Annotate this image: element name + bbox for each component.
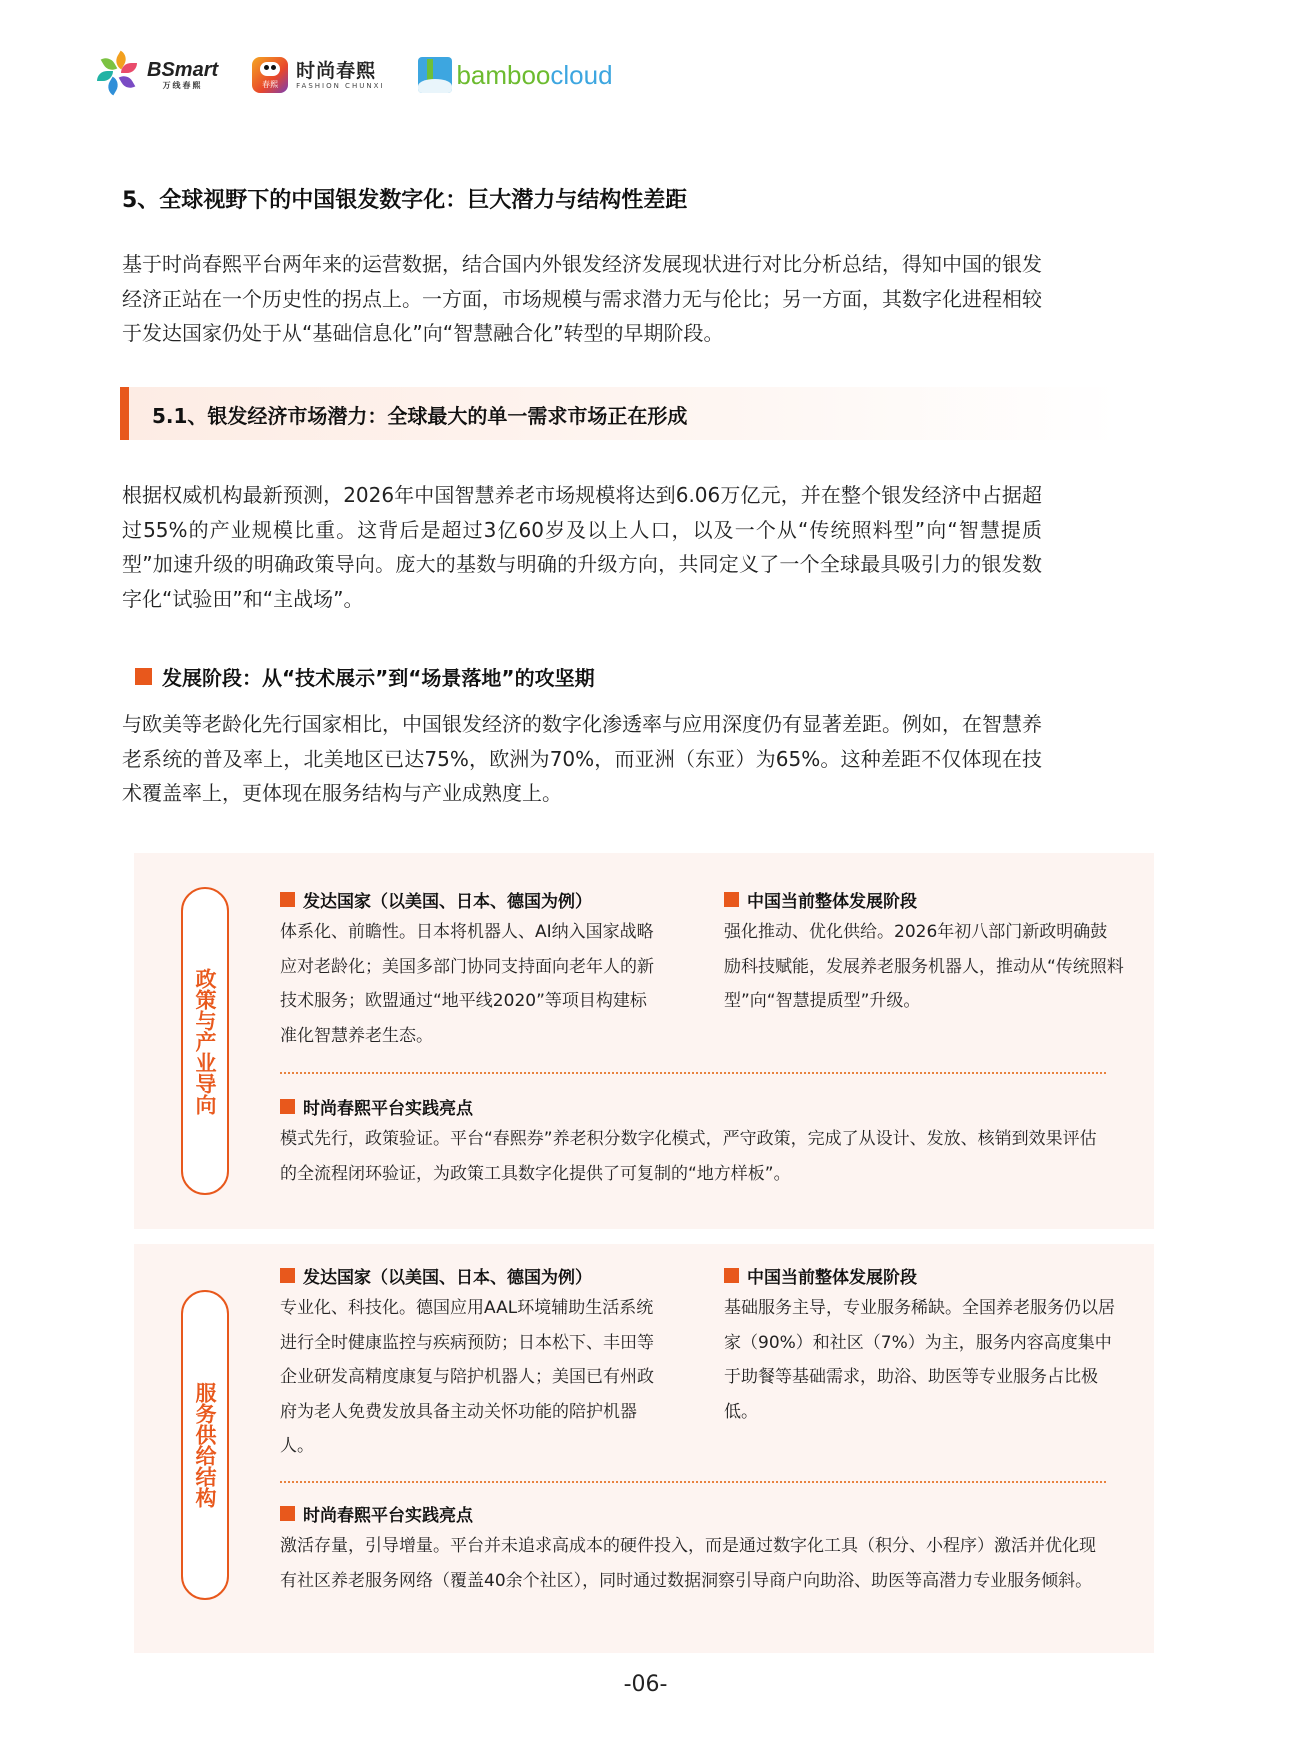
square-bullet-icon	[724, 892, 739, 907]
china-column: 中国当前整体发展阶段 强化推动、优化供给。2026年初八部门新政明确鼓励科技赋能，发展养老服务机器人，推动从“传统照料型”向“智慧提质型”升级。	[724, 887, 1124, 1019]
square-bullet-icon	[724, 1268, 739, 1283]
square-bullet-icon	[135, 668, 152, 685]
developed-text: 专业化、科技化。德国应用AAL环境辅助生活系统进行全时健康监控与疾病预防；日本松下、丰田等企业研发高精度康复与陪护机器人；美国已有州政府为老人免费发放具备主动关怀功能的陪护机器人。	[280, 1298, 654, 1456]
fashion-chunxi-logo	[252, 57, 384, 93]
category-pill	[181, 1290, 229, 1600]
dotted-divider	[280, 1481, 1106, 1483]
chunxi-name: 时尚春熙	[296, 60, 377, 82]
category-pill	[181, 887, 229, 1195]
square-bullet-icon	[280, 1099, 295, 1114]
highlight-text: 激活存量，引导增量。平台并未追求高成本的硬件投入，而是通过数字化工具（积分、小程序）激活并优化现有社区养老服务网络（覆盖40余个社区），同时通过数据洞察引导商户向助浴、助医等高潜力专业服务倾斜。	[280, 1536, 1096, 1591]
stage-heading: 发展阶段：从“技术展示”到“场景落地”的攻坚期	[135, 662, 595, 691]
square-bullet-icon	[280, 892, 295, 907]
stage-body: 与欧美等老龄化先行国家相比，中国银发经济的数字化渗透率与应用深度仍有显著差距。例如，在智慧养老系统的普及率上，北美地区已达75%，欧洲为70%，而亚洲（东亚）为65%。这种差距不仅体现在技术覆盖率上，更体现在服务结构与产业成熟度上。	[122, 712, 1042, 805]
comparison-panel-service	[134, 1244, 1154, 1653]
developed-column: 发达国家（以美国、日本、德国为例） 体系化、前瞻性。日本将机器人、AI纳入国家战略应对老龄化；美国多部门协同支持面向老年人的新技术服务；欧盟通过“地平线2020”等项目构建标准化智慧养老生态。	[280, 887, 660, 1053]
chunxi-subtitle: FASHION CHUNXI	[296, 82, 385, 90]
highlight-text: 模式先行，政策验证。平台“春熙券”养老积分数字化模式，严守政策，完成了从设计、发放、核销到效果评估的全流程闭环验证，为政策工具数字化提供了可复制的“地方样板”。	[280, 1129, 1097, 1184]
dotted-divider	[280, 1072, 1106, 1074]
subsection-title: 5.1、银发经济市场潜力：全球最大的单一需求市场正在形成	[152, 404, 688, 428]
bsmart-name: BSmart	[147, 58, 219, 81]
bamboocloud-logo: bamboocloud	[418, 57, 612, 93]
bsmart-logo	[95, 53, 218, 97]
china-text: 强化推动、优化供给。2026年初八部门新政明确鼓励科技赋能，发展养老服务机器人，推动从“传统照料型”向“智慧提质型”升级。	[724, 922, 1124, 1011]
developed-column: 发达国家（以美国、日本、德国为例） 专业化、科技化。德国应用AAL环境辅助生活系统进行全时健康监控与疾病预防；日本松下、丰田等企业研发高精度康复与陪护机器人；美国已有州政府为老人免费发放具备主动关怀功能的陪护机器人。	[280, 1263, 660, 1464]
subsection-banner	[120, 387, 1120, 440]
header-logos	[95, 50, 647, 100]
china-column: 中国当前整体发展阶段 基础服务主导，专业服务稀缺。全国养老服务仍以居家（90%）和社区（7%）为主，服务内容高度集中于助餐等基础需求，助浴、助医等专业服务占比极低。	[724, 1263, 1124, 1429]
china-text: 基础服务主导，专业服务稀缺。全国养老服务仍以居家（90%）和社区（7%）为主，服务内容高度集中于助餐等基础需求，助浴、助医等专业服务占比极低。	[724, 1298, 1115, 1422]
accent-bar	[120, 387, 129, 440]
bsmart-subtitle: 万线春熙	[162, 80, 203, 90]
section-title: 5、全球视野下的中国银发数字化：巨大潜力与结构性差距	[122, 188, 688, 213]
pinwheel-icon	[95, 53, 141, 97]
square-bullet-icon	[280, 1506, 295, 1521]
comparison-panel-policy	[134, 853, 1154, 1229]
section-intro: 基于时尚春熙平台两年来的运营数据，结合国内外银发经济发展现状进行对比分析总结，得知中国的银发经济正站在一个历史性的拐点上。一方面，市场规模与需求潜力无与伦比；另一方面，其数字化进程相较于发达国家仍处于从“基础信息化”向“智慧融合化”转型的早期阶段。	[122, 252, 1042, 345]
panda-icon: 春熙	[252, 57, 288, 93]
square-bullet-icon	[280, 1268, 295, 1283]
category-label: 服务供给结构	[193, 1382, 217, 1508]
platform-highlight: 时尚春熙平台实践亮点 模式先行，政策验证。平台“春熙券”养老积分数字化模式，严守政策，完成了从设计、发放、核销到效果评估的全流程闭环验证，为政策工具数字化提供了可复制的“地方样板”。	[280, 1094, 1110, 1191]
platform-highlight: 时尚春熙平台实践亮点 激活存量，引导增量。平台并未追求高成本的硬件投入，而是通过数字化工具（积分、小程序）激活并优化现有社区养老服务网络（覆盖40余个社区），同时通过数据洞察引导商户向助浴、助医等高潜力专业服务倾斜。	[280, 1501, 1110, 1598]
developed-text: 体系化、前瞻性。日本将机器人、AI纳入国家战略应对老龄化；美国多部门协同支持面向老年人的新技术服务；欧盟通过“地平线2020”等项目构建标准化智慧养老生态。	[280, 922, 654, 1046]
category-label: 政策与产业导向	[193, 967, 217, 1115]
page-number: -06-	[623, 1672, 668, 1697]
bamboo-icon	[418, 57, 452, 93]
subsection-body: 根据权威机构最新预测，2026年中国智慧养老市场规模将达到6.06万亿元，并在整个银发经济中占据超过55%的产业规模比重。这背后是超过3亿60岁及以上人口，以及一个从“传统照料型”向“智慧提质型”加速升级的明确政策导向。庞大的基数与明确的升级方向，共同定义了一个全球最具吸引力的银发数字化“试验田”和“主战场”。	[122, 483, 1042, 611]
